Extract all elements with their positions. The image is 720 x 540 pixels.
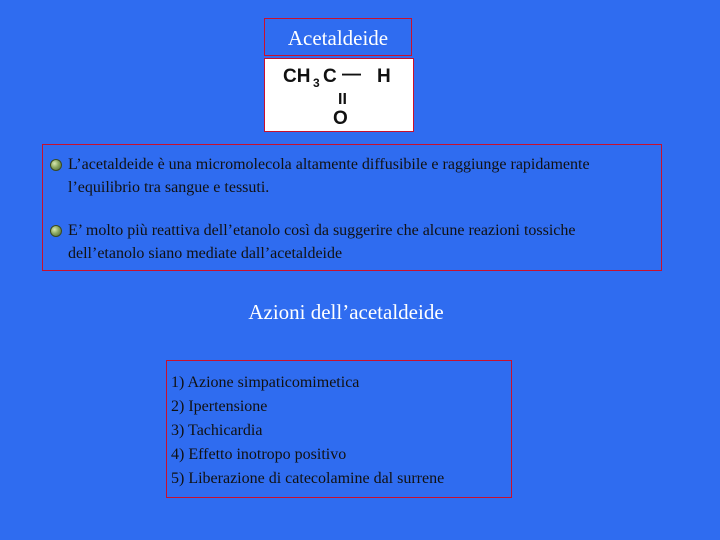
bullet-item	[47, 219, 657, 265]
formula-subscript: 3	[313, 76, 320, 90]
slide-title: Acetaldeide	[287, 26, 389, 50]
list-item: 5) Liberazione di catecolamine dal surrene	[171, 470, 445, 487]
structural-formula	[264, 58, 414, 132]
section-title: Azioni dell’acetaldeide	[248, 300, 444, 324]
title-box	[264, 18, 412, 56]
actions-list	[166, 360, 512, 498]
bullet-line: E’ molto più reattiva dell’etanolo così da suggerire che alcune reazioni tossiche	[68, 222, 576, 239]
bullets-box	[42, 144, 662, 271]
list-item: 1) Azione simpaticomimetica	[171, 374, 360, 391]
bullet-line: L’acetaldeide è una micromolecola altamente diffusibile e raggiunge rapidamente	[68, 156, 590, 173]
list-item: 3) Tachicardia	[171, 422, 263, 439]
list-item: 2) Ipertensione	[171, 398, 268, 415]
bullet-line: dell’etanolo siano mediate dall’acetaldeide	[68, 245, 343, 262]
formula-single-bond: —	[342, 64, 361, 85]
bullet-line: l’equilibrio tra sangue e tessuti.	[68, 179, 270, 196]
formula-ch: CH	[283, 66, 311, 87]
bullet-item	[47, 153, 657, 199]
formula-double-bond: II	[338, 91, 347, 108]
formula-oxygen: O	[333, 108, 348, 129]
bullet-sphere-icon	[50, 159, 62, 171]
bullet-sphere-icon	[50, 225, 62, 237]
list-item: 4) Effetto inotropo positivo	[171, 446, 347, 463]
formula-hydrogen: H	[377, 66, 391, 87]
formula-drawing	[265, 59, 415, 133]
formula-carbon: C	[323, 66, 337, 87]
